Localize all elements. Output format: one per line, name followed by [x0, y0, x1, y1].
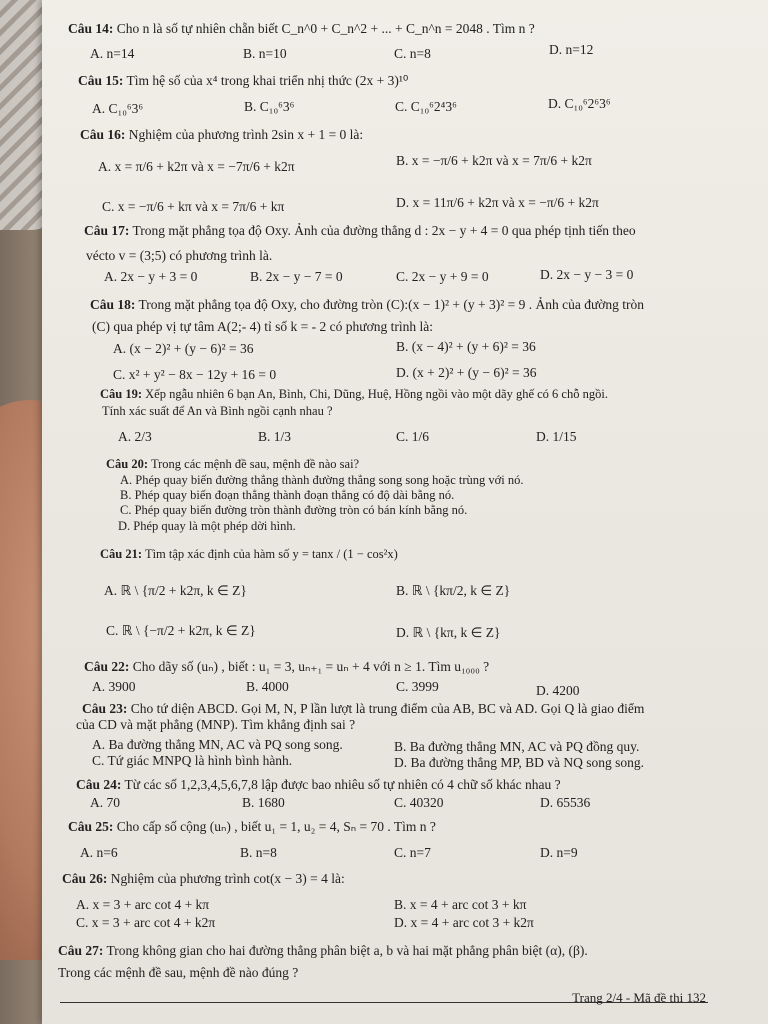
q25-option-c: C. n=7: [394, 845, 431, 860]
q23-option-d: D. Ba đường thẳng MP, BD và NQ song song.: [394, 755, 644, 770]
question-14: Câu 14: Cho n là số tự nhiên chẵn biết C_n^0 + C_n^2 + ... + C_n^n = 2048 . Tìm n ?: [68, 21, 535, 36]
page-footer: Trang 2/4 - Mã đề thi 132: [572, 990, 706, 1005]
q23-option-c: C. Tứ giác MNPQ là hình bình hành.: [92, 753, 293, 768]
question-17-line-2: vécto v = (3;5) có phương trình là.: [86, 248, 273, 263]
q22-option-b: B. 4000: [246, 679, 289, 694]
question-19: Câu 19: Xếp ngẫu nhiên 6 bạn An, Bình, Chi, Dũng, Huệ, Hồng ngồi vào một dãy ghế có 6 chỗ ngồi.: [100, 387, 608, 401]
q22-option-c: C. 3999: [396, 679, 439, 694]
question-26: Câu 26: Nghiệm của phương trình cot(x − 3) = 4 là:: [62, 871, 345, 886]
q24-option-d: D. 65536: [540, 795, 591, 810]
question-22: Câu 22: Cho dãy số (uₙ) , biết : u₁ = 3, uₙ₊₁ = uₙ + 4 với n ≥ 1. Tìm u₁₀₀₀ ?: [84, 659, 490, 674]
q24-option-c: C. 40320: [394, 795, 444, 810]
q16-option-c: C. x = −π/6 + kπ và x = 7π/6 + kπ: [102, 199, 285, 214]
q23-option-a: A. Ba đường thẳng MN, AC và PQ song song.: [92, 737, 343, 752]
q16-option-b: B. x = −π/6 + k2π và x = 7π/6 + k2π: [396, 153, 592, 168]
q26-option-d: D. x = 4 + arc cot 3 + k2π: [394, 915, 534, 930]
q14-option-b: B. n=10: [243, 46, 287, 61]
q24-option-b: B. 1680: [242, 795, 285, 810]
q16-option-d: D. x = 11π/6 + k2π và x = −π/6 + k2π: [396, 195, 599, 210]
q20-option-a: A. Phép quay biến đường thẳng thành đường thẳng song song hoặc trùng với nó.: [120, 473, 524, 487]
q20-option-d: D. Phép quay là một phép dời hình.: [118, 519, 296, 533]
q15-option-c: C. C₁₀⁶2⁴3⁶: [395, 99, 457, 114]
q18-option-a: A. (x − 2)² + (y − 6)² = 36: [113, 341, 254, 356]
q14-option-c: C. n=8: [394, 46, 431, 61]
q26-option-c: C. x = 3 + arc cot 4 + k2π: [76, 915, 216, 930]
question-23: Câu 23: Cho tứ diện ABCD. Gọi M, N, P lần lượt là trung điểm của AB, BC và AD. Gọi Q là giao điểm: [82, 701, 645, 716]
question-20: Câu 20: Trong các mệnh đề sau, mệnh đề nào sai?: [106, 457, 360, 471]
q17-option-b: B. 2x − y − 7 = 0: [250, 269, 343, 284]
q26-option-b: B. x = 4 + arc cot 3 + kπ: [394, 897, 527, 912]
q15-option-d: D. C₁₀⁶2⁶3⁶: [548, 96, 611, 111]
question-17: Câu 17: Trong mặt phẳng tọa độ Oxy. Ảnh của đường thẳng d : 2x − y + 4 = 0 qua phép tịnh tiến theo: [84, 223, 636, 238]
q25-option-b: B. n=8: [240, 845, 277, 860]
question-25: Câu 25: Cho cấp số cộng (uₙ) , biết u₁ = 1, u₂ = 4, Sₙ = 70 . Tìm n ?: [68, 819, 436, 834]
q25-option-d: D. n=9: [540, 845, 578, 860]
question-27: Câu 27: Trong không gian cho hai đường thẳng phân biệt a, b và hai mặt phẳng phân biệt (α), (β).: [58, 943, 588, 958]
q18-option-c: C. x² + y² − 8x − 12y + 16 = 0: [113, 367, 277, 382]
q16-option-a: A. x = π/6 + k2π và x = −7π/6 + k2π: [98, 159, 295, 174]
q17-option-c: C. 2x − y + 9 = 0: [396, 269, 489, 284]
question-18-line-2: (C) qua phép vị tự tâm A(2;- 4) tỉ số k = - 2 có phương trình là:: [92, 319, 433, 334]
q21-option-c: C. ℝ \ {−π/2 + k2π, k ∈ Z}: [106, 623, 256, 638]
q18-option-d: D. (x + 2)² + (y − 6)² = 36: [396, 365, 537, 380]
q19-option-d: D. 1/15: [536, 429, 577, 444]
q19-option-a: A. 2/3: [118, 429, 152, 444]
q24-option-a: A. 70: [90, 795, 120, 810]
q15-option-b: B. C₁₀⁶3⁶: [244, 99, 295, 114]
q21-option-b: B. ℝ \ {kπ/2, k ∈ Z}: [396, 583, 511, 598]
q20-option-b: B. Phép quay biến đoạn thẳng thành đoạn thẳng có độ dài bằng nó.: [120, 488, 455, 502]
q22-option-d: D. 4200: [536, 683, 580, 698]
question-15: Câu 15: Tìm hệ số của x⁴ trong khai triển nhị thức (2x + 3)¹⁰: [78, 73, 409, 88]
q21-option-a: A. ℝ \ {π/2 + k2π, k ∈ Z}: [104, 583, 247, 598]
question-21: Câu 21: Tìm tập xác định của hàm số y = tanx / (1 − cos²x): [100, 547, 398, 561]
q23-option-b: B. Ba đường thẳng MN, AC và PQ đồng quy.: [394, 739, 640, 754]
question-24: Câu 24: Từ các số 1,2,3,4,5,6,7,8 lập được bao nhiêu số tự nhiên có 4 chữ số khác nhau ?: [76, 777, 561, 792]
q19-option-b: B. 1/3: [258, 429, 292, 444]
q21-option-d: D. ℝ \ {kπ, k ∈ Z}: [396, 625, 501, 640]
q17-option-d: D. 2x − y − 3 = 0: [540, 267, 634, 282]
q14-option-d: D. n=12: [549, 42, 594, 57]
q20-option-c: C. Phép quay biến đường tròn thành đường tròn có bán kính bằng nó.: [120, 503, 468, 517]
question-23-line-2: của CD và mặt phẳng (MNP). Tìm khẳng định sai ?: [76, 717, 356, 732]
question-19-line-2: Tính xác suất để An và Bình ngồi cạnh nhau ?: [102, 404, 333, 418]
q26-option-a: A. x = 3 + arc cot 4 + kπ: [76, 897, 210, 912]
q22-option-a: A. 3900: [92, 679, 136, 694]
q18-option-b: B. (x − 4)² + (y + 6)² = 36: [396, 339, 536, 354]
q19-option-c: C. 1/6: [396, 429, 430, 444]
q25-option-a: A. n=6: [80, 845, 118, 860]
q17-option-a: A. 2x − y + 3 = 0: [104, 269, 198, 284]
q15-option-a: A. C₁₀⁶3⁶: [92, 101, 144, 116]
question-18: Câu 18: Trong mặt phẳng tọa độ Oxy, cho đường tròn (C):(x − 1)² + (y + 3)² = 9 . Ảnh của đường tròn: [90, 297, 645, 312]
question-27-line-2: Trong các mệnh đề sau, mệnh đề nào đúng ?: [58, 965, 299, 980]
question-16: Câu 16: Nghiệm của phương trình 2sin x + 1 = 0 là:: [80, 127, 364, 142]
q14-option-a: A. n=14: [90, 46, 135, 61]
